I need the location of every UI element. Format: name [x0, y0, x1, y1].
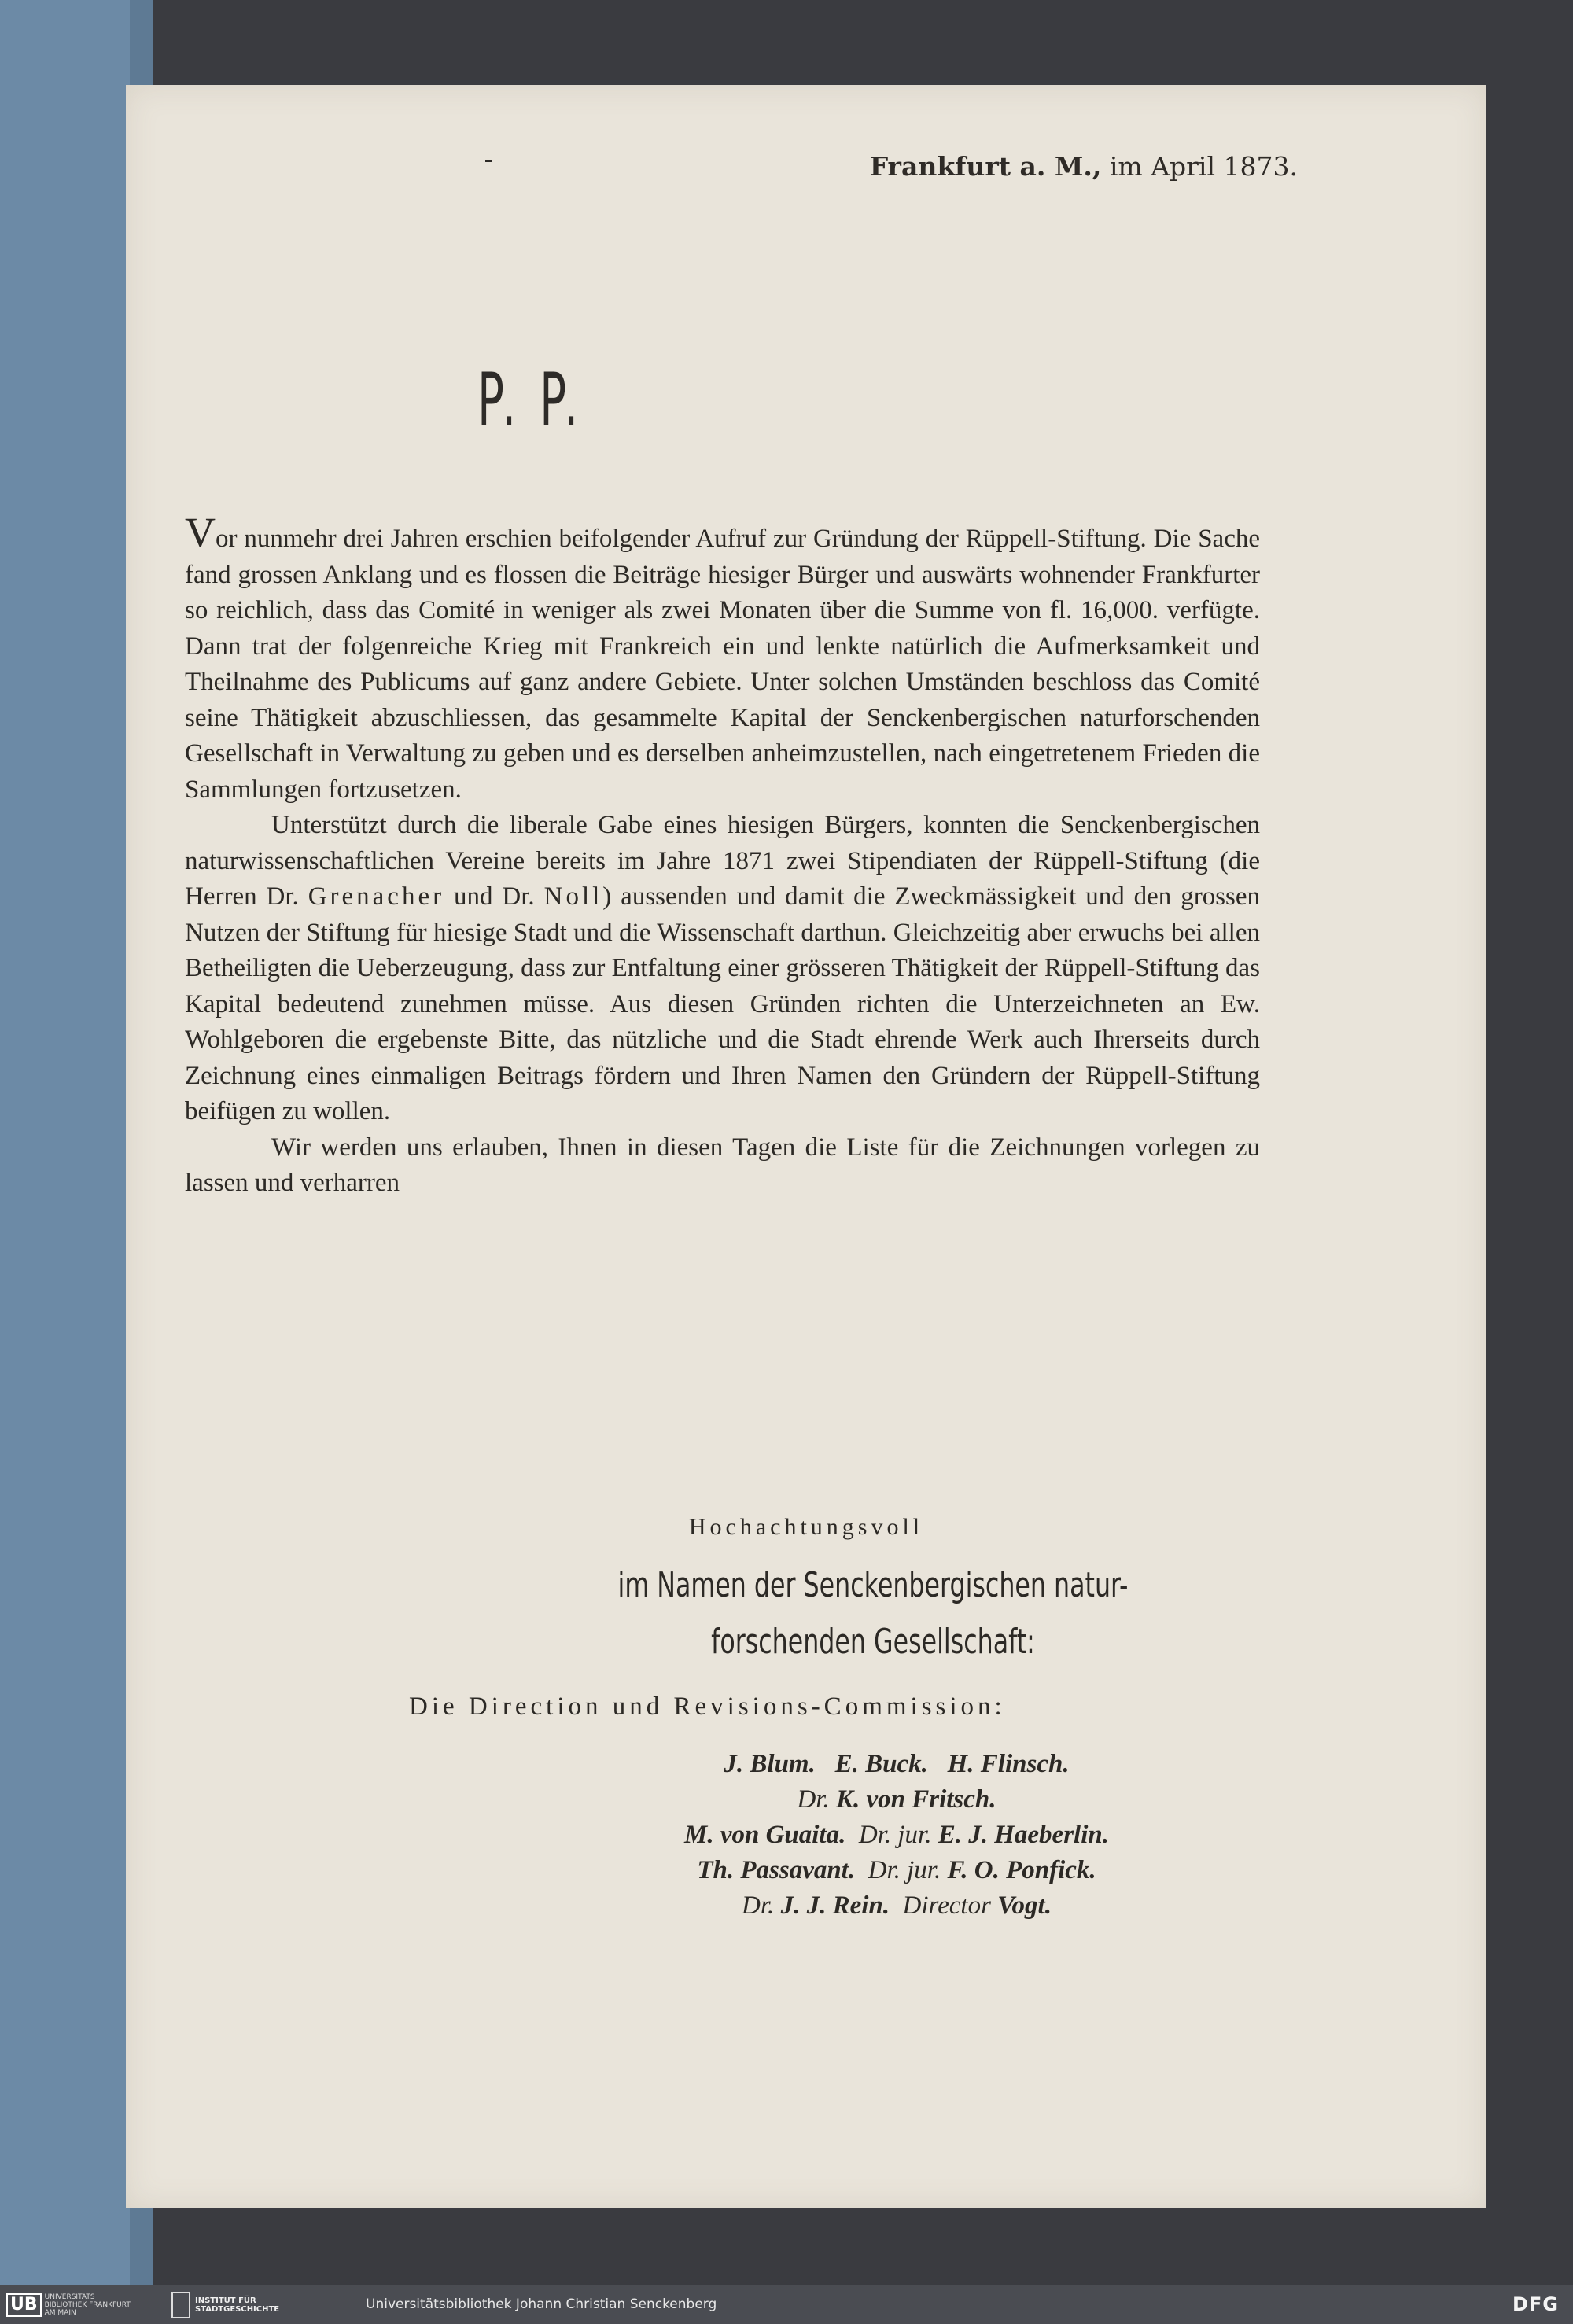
closing-phrase: Hochachtungsvoll — [688, 1514, 924, 1540]
paragraph-1 — [185, 509, 1260, 808]
signatories-line-1 — [464, 1750, 1329, 1779]
signatories-line-5 — [464, 1891, 1329, 1921]
society-line-1: im Namen der Senckenbergischen natur- — [617, 1565, 1129, 1605]
paragraph-2-part-b: und Dr. — [454, 882, 535, 911]
title-dr-jur: Dr. jur. — [858, 1821, 932, 1849]
name-noll: Noll — [543, 882, 603, 911]
letter-body — [185, 509, 1261, 1202]
institute-logo-icon — [171, 2292, 190, 2318]
dfg-logo[interactable]: DFG — [1512, 2293, 1559, 2315]
salutation: P. P. — [477, 358, 584, 444]
committee-heading: Die Direction und Revisions-Commission: — [409, 1692, 1006, 1721]
title-dr: Dr. — [797, 1785, 830, 1814]
signatory-rein: J. J. Rein. — [780, 1891, 890, 1920]
ub-logo-mark: UB — [6, 2293, 42, 2317]
signatory-vogt: Vogt. — [997, 1891, 1052, 1920]
title-director: Director — [902, 1891, 991, 1920]
title-dr: Dr. — [742, 1891, 775, 1920]
ub-logo[interactable] — [6, 2292, 131, 2318]
signatory-flinsch: H. Flinsch. — [947, 1750, 1070, 1778]
signatory-ponfick: F. O. Ponfick. — [947, 1856, 1096, 1884]
ub-logo-text: UNIVERSITÄTS BIBLIOTHEK FRANKFURT AM MAIN — [44, 2293, 131, 2317]
signatory-fritsch: K. von Fritsch. — [835, 1785, 996, 1814]
library-name: Universitätsbibliothek Johann Christian Senckenberg — [366, 2296, 717, 2312]
signatory-passavant: Th. Passavant. — [697, 1856, 856, 1884]
institute-logo-text: INSTITUT FÜR STADTGESCHICHTE — [195, 2296, 280, 2314]
dateline-place: Frankfurt a. M., — [869, 151, 1102, 182]
institute-logo[interactable] — [171, 2292, 313, 2318]
signatories-line-2 — [464, 1785, 1329, 1814]
signatories-line-4 — [464, 1856, 1329, 1885]
name-grenacher: Grenacher — [308, 882, 445, 911]
ink-speck — [485, 160, 492, 162]
dateline-date: im April 1873. — [1109, 151, 1298, 182]
signatory-guaita: M. von Guaita. — [683, 1821, 846, 1849]
signatory-buck: E. Buck. — [834, 1750, 928, 1778]
signatory-haeberlin: E. J. Haeberlin. — [938, 1821, 1109, 1849]
paragraph-2-part-a: Unterstützt durch die liberale Gabe eines hiesigen Bürgers, konnten die Senckenbergischen naturwissenschaftlichen Vereine bereits im Jahre 1871 zwei Stipendiaten der Rüppell-Stiftung (die Herren Dr. — [185, 811, 1260, 911]
paragraph-2 — [185, 808, 1260, 1130]
drop-cap: V — [185, 509, 216, 556]
society-line-2: forschenden Gesellschaft: — [711, 1622, 1035, 1662]
signatory-blum: J. Blum. — [724, 1750, 816, 1778]
paragraph-2-part-c: ) aussenden und damit die Zweckmässigkeit und den grossen Nutzen der Stiftung für hiesige Stadt und die Wissenschaft darthun. Gleichzeitig aber erwuchs bei allen Betheiligten die Ueberzeugung, dass zur Entfaltung einer grösseren Thätigkeit der Rüppell-Stiftung das Kapital bedeutend zunehmen müsse. Aus diesen Gründen richten die Unterzeichneten an Ew. Wohlgeboren die ergebenste Bitte, das nützliche und die Stadt ehrende Werk auch Ihrerseits durch Zeichnung eines einmaligen Beitrags fördern und Ihren Namen den Gründern der Rüppell-Stiftung beifügen zu wollen. — [185, 882, 1261, 1125]
title-dr-jur: Dr. jur. — [868, 1856, 941, 1884]
footer-bar — [0, 2285, 1573, 2324]
signatories-line-3 — [464, 1821, 1329, 1850]
paragraph-1-text: or nunmehr drei Jahren erschien beifolgender Aufruf zur Gründung der Rüppell-Stiftung. Die Sache fand grossen Anklang und es flossen die Beiträge hiesiger Bürger und auswärts wohnender Frankfurter so reichlich, dass das Comité in weniger als zwei Monaten über die Summe von fl. 16,000. verfügte. Dann trat der folgenreiche Krieg mit Frankreich ein und lenkte natürlich die Aufmerksamkeit und Theilnahme des Publicums auf ganz andere Gebiete. Unter solchen Umständen beschloss das Comité seine Thätigkeit abzuschliessen, das gesammelte Kapital der Senckenbergischen naturforschenden Gesellschaft in Verwaltung zu geben und es derselben anheimzustellen, nach eingetretenem Frieden die Sammlungen fortzusetzen. — [185, 525, 1260, 804]
paragraph-3: Wir werden uns erlauben, Ihnen in diesen Tagen die Liste für die Zeichnungen vorlegen zu lassen und verharren — [185, 1133, 1260, 1197]
dateline — [870, 151, 1298, 182]
